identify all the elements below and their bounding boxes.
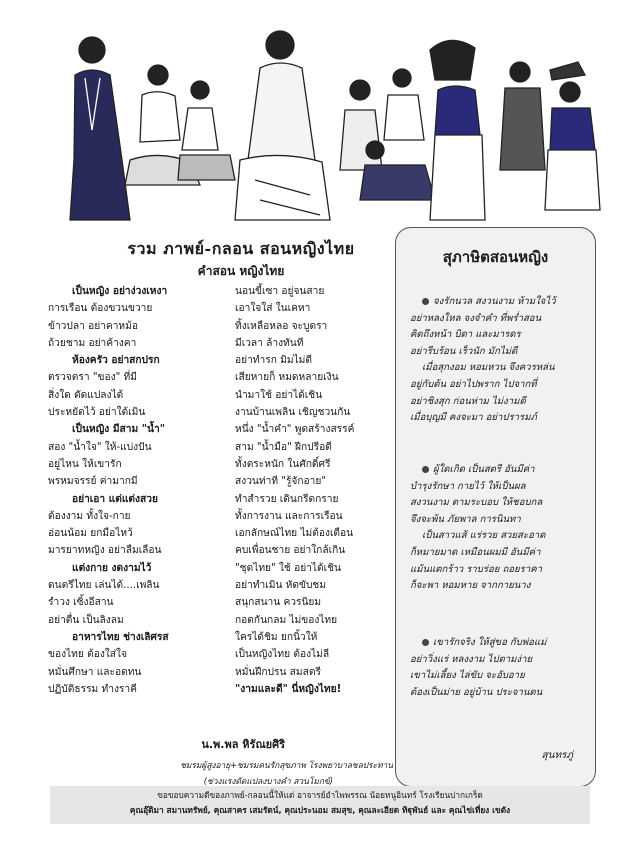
proverb-stanza	[410, 462, 590, 595]
poem-line: กอดกันกลม ไม่ของไทย	[235, 614, 338, 626]
proverb-line: แม้นแตกร้าว ราบร่อย ถอยราคา	[410, 563, 543, 575]
author-note: (ช่วงแรงดัดแปลงบางคำ สวนโมกข์)	[203, 776, 333, 786]
poem-line: สิ่งใด ตัดแปลงได้	[48, 389, 124, 401]
poem-line: หนึ่ง "น้ำคำ" พูดสร้างสรรค์	[235, 424, 355, 436]
bullet-icon	[422, 466, 429, 473]
poem-line: รำวง เซิ้งอีสาน	[48, 597, 114, 609]
proverb-line: คิดถึงหน้า บิดา และมารดร	[410, 329, 521, 341]
proverb-line: เขาไม่เลี้ยง ไล่ขับ จะอับอาย	[410, 670, 525, 682]
proverb-line: อย่ารีบร้อน เร็วนัก มักไม่ดี	[410, 345, 518, 357]
poem-line: ทั้งตระหนัก ในศักดิ์ศรี	[235, 458, 331, 470]
poem-line: อย่าทำเมิน หัดขับชม	[235, 580, 327, 592]
poem-line: นำมาใช้ อย่าได้เชิน	[235, 389, 323, 401]
poem-line: อย่าทำรก มิมไม่ดี	[235, 355, 313, 367]
poem-line: ต้องงาม ทั้งใจ-กาย	[48, 510, 131, 522]
poem-line: เป็นหญิง อย่าง่วงเหงา	[72, 286, 168, 297]
proverbs-box	[395, 227, 596, 787]
footer-line: คุณอุ๊ติมา สมานทรัพย์, คุณสาคร เสมรัตน์, คุณประนอม สมสุข, คุณละเอียด ทิฐุพันธ์ และ คุณไข่เที่ยง เขตัง	[129, 805, 511, 815]
proverbs-author: สุนทรภู่	[541, 750, 573, 761]
poem-line: อ่อนน้อม ยกมือไหว้	[48, 528, 133, 540]
proverb-line: ต้องเป็นม่าย อยู่บ้าน ประจานตน	[410, 686, 543, 698]
poem-left-column	[48, 283, 218, 698]
poem-line: นอนขี้เซา อยู่จนสาย	[235, 286, 325, 297]
poem-line: แต่งกาย งดงามไว้	[72, 562, 152, 574]
author-organization: ชมรมผู้สูงอายุ+ชมรมคนรักสุขภาพ โรงพยาบาลชลประทาน	[180, 760, 393, 770]
page-title: รวม ภาพย์-กลอน สอนหญิงไทย	[127, 239, 355, 258]
poem-line: ทำสำรวย เดินกรีดกราย	[235, 493, 339, 505]
poem-line: ทั้งการงาน และการเรือน	[235, 510, 343, 522]
poem-line: เสียหายก็ หมดหลายเงิน	[235, 372, 339, 384]
poem-right-column	[235, 283, 395, 698]
proverb-line: ก็จะพา หอมหาย จากกายนาง	[410, 580, 531, 592]
footer-line: ขอขอบความดีของภาพย์-กลอนนี้ให้แด่ อาจารย์อำไพพรรณ น้อยหนูอินทร์ โรงเรียนปากเกร็ด	[157, 790, 483, 800]
poem-line: พรหมจรรย์ ค่ามากมี	[48, 476, 138, 488]
poem-line: ทิ้งเหลือหลอ จะบูดรา	[235, 320, 328, 332]
poem-line: สงวนท่าที "รู้จักอาย"	[235, 476, 327, 488]
poem-line: เป็นหญิง มีสาม "น้ำ"	[72, 424, 166, 436]
proverb-line: อย่าวิ่งแร่ หลงงาม ไปตามง่าย	[410, 653, 533, 665]
proverb-line: ก็หมายมาด เหมือนผมมี อันมีค่า	[410, 546, 541, 558]
poem-line: ปฏิบัติธรรม ทำงราคี	[48, 683, 137, 695]
proverb-line: อยู่กับต้น อย่าไปพราก ไปจากที่	[410, 378, 537, 390]
section-subtitle: คำสอน หญิงไทย	[197, 264, 285, 278]
poem-line: ห้องครัว อย่าสกปรก	[72, 355, 160, 367]
poem-line: ของไทย ต้องใส่ใจ	[48, 649, 127, 661]
poem-line: สนุกสนาน ควรนิยม	[235, 597, 322, 609]
proverb-line: เขารักจริง ให้สู่ขอ กับพ่อแม่	[433, 637, 547, 648]
poem-line: ตรวจตรา "ของ" ที่มี	[48, 372, 137, 384]
proverb-line: เมื่อสุกงอม หอมหวน จึงควรหล่น	[422, 362, 555, 374]
poem-line: หมั่นฝึกปรน สมสตรี	[235, 666, 321, 678]
thai-women-illustration-icon	[30, 20, 610, 230]
proverb-line: เมื่อบุญมี คงจะมา อย่าปรารมภ์	[410, 412, 537, 424]
poem-line: มารยาทหญิง อย่าลืมเลือน	[48, 545, 162, 557]
poem-line: สอง "น้ำใจ" ให้-แบ่งปัน	[48, 441, 152, 453]
poem-line: "ชุดไทย" ใช้ อย่าได้เชิน	[235, 562, 341, 574]
proverb-line: อย่าชิงสุก ก่อนห่าม ไม่งามดี	[410, 395, 526, 407]
poem-line: ถ้วยชาม อย่าค้างคา	[48, 337, 137, 349]
poem-line: เอกลักษณ์ไทย ไม่ต้องเตือน	[235, 528, 354, 540]
poem-line: อย่าตื่น เป็นลิงลม	[48, 614, 124, 626]
signature-block	[48, 735, 393, 788]
poem-line: อยู่ไหน ให้เขารัก	[48, 458, 122, 470]
acknowledgement-footer	[50, 786, 590, 824]
poem-line: ดนตรีไทย เล่นได้....เพลิน	[48, 580, 160, 592]
bullet-icon	[422, 639, 429, 646]
proverb-stanza	[410, 635, 590, 701]
poem-line: คบเพื่อนชาย อย่าใกล้เกิน	[235, 545, 346, 557]
poem-line: อาหารไทย ช่างเลิศรส	[72, 631, 169, 643]
author-name: น.พ.พล หิรัณยศิริ	[201, 738, 285, 751]
proverb-line: อย่าหลงใหล จงจำคำ ที่พร่ำสอน	[410, 312, 542, 324]
poem-line: เป็นหญิงไทย ต้องไม่ลี	[235, 649, 330, 661]
poem-line: มีเวลา ล้างทันที	[235, 337, 304, 349]
poem-line: สาม "น้ำมือ" ฝีกปรีอดี	[235, 441, 332, 453]
poem-line: งานบ้านเพลิน เชิญชวนกัน	[235, 407, 351, 419]
proverb-line: บำรุงรักษา กายไว้ ให้เป็นผล	[410, 480, 526, 492]
proverbs-title: สุภาษิตสอนหญิง	[442, 248, 549, 266]
poem-line: อย่าเอา แต่แต่งสวย	[72, 493, 158, 505]
poem-line: ใครได้ชิม ยกนิ้วให้	[235, 631, 318, 643]
poem-line: การเรือน ต้องขวนขวาย	[48, 303, 153, 315]
poem-line: ประหยัดไว้ อย่าใด้เมิน	[48, 407, 146, 419]
proverb-line: จึงจะพ้น ภัยพาล การนินทา	[410, 513, 521, 525]
proverb-line: เป็นสาวแส้ แร่รวย สวยสะอาด	[422, 530, 546, 542]
proverb-stanza	[410, 294, 590, 427]
proverb-line: สงวนงาม ตามระบอบ ให้ชอบกล	[410, 497, 543, 509]
poem-line: เอาใจใส่ ในเคหา	[235, 303, 311, 315]
proverb-line: จงรักนวล สงวนงาม ห้ามใจไว้	[433, 296, 556, 307]
poem-line: ข้าวปลา อย่าคาหม้อ	[48, 320, 138, 332]
poem-line: "งามและดี" นี่หญิงไทย!	[235, 683, 342, 695]
bullet-icon	[422, 298, 429, 305]
proverb-line: ผู้ใดเกิด เป็นสตรี อันมีค่า	[433, 464, 535, 475]
poem-line: หมั่นศึกษา และอดทน	[48, 666, 142, 678]
